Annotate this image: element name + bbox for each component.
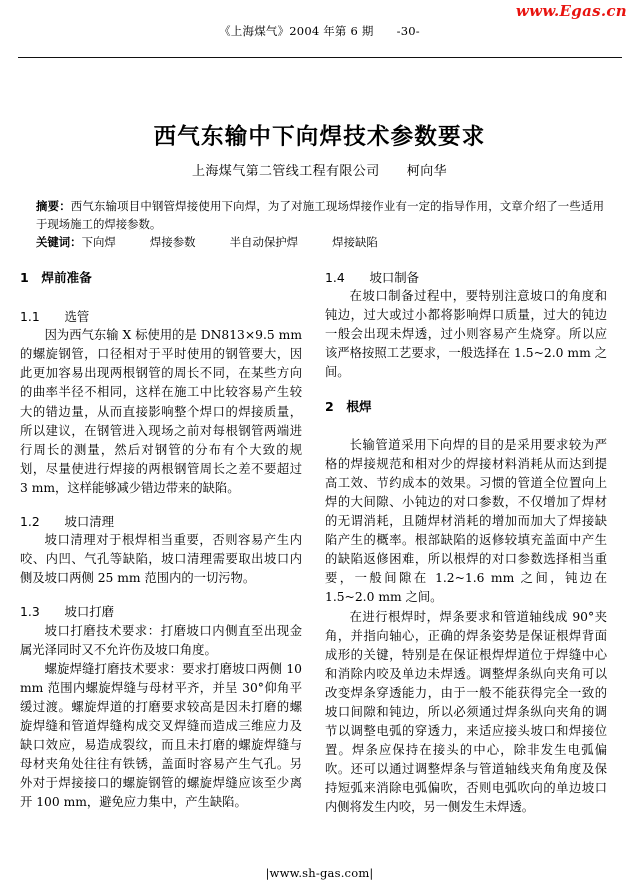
abstract-label: 摘要： — [36, 199, 71, 213]
spacer — [20, 498, 302, 512]
paragraph-2-a: 长输管道采用下向焊的目的是采用要求较为严格的焊接规范和相对少的焊接材料消耗从而达到提高工效、节约成本的效果。习惯的管道全位置向上焊的大间隙、小钝边的对口参数，不仅增加了焊材的无谓消耗，且随焊材消耗的增加而加大了焊接缺陷产生的概率。根部缺陷的返修较填充盖面中产生的缺陷返修困难，所以根焊的对口参数选择相当重要，一般间隙在 1.2~1.6 mm 之间，钝边在 1.5~2.0 mm 之间。 — [325, 437, 607, 605]
spacer — [20, 287, 302, 307]
keywords-text: 下向焊 焊接参数 半自动保护焊 焊接缺陷 — [81, 235, 378, 249]
section-heading-1-1: 1.1 选管 — [20, 309, 90, 325]
keywords-line — [36, 234, 604, 252]
spacer — [325, 383, 607, 397]
site-watermark: www.Egas.cn — [515, 2, 627, 20]
abstract-paragraph — [36, 198, 604, 233]
body-column-right — [325, 268, 607, 818]
keywords-label: 关键词： — [36, 235, 82, 249]
author-affiliation-line: 上海煤气第二管线工程有限公司 柯向华 — [192, 164, 447, 179]
abstract-text: 西气东输项目中钢管焊接使用下向焊，为了对施工现场焊接作业有一定的指导作用，文章介绍了一些适用于现场施工的焊接参数。 — [36, 199, 604, 231]
section-heading-1-2: 1.2 坡口清理 — [20, 514, 115, 530]
paragraph-1-2: 坡口清理对于根焊相当重要，否则容易产生内咬、内凹、气孔等缺陷，坡口清理需要取出坡口内侧及坡口两侧 25 mm 范围内的一切污物。 — [20, 533, 302, 586]
section-heading-1-4: 1.4 坡口制备 — [325, 270, 420, 285]
spacer — [20, 588, 302, 602]
section-heading-2: 2 根焊 — [325, 398, 372, 414]
abstract-block — [36, 198, 604, 252]
footer-url: |www.sh-gas.com| — [265, 866, 374, 880]
article-title: 西气东输中下向焊技术参数要求 — [153, 124, 486, 151]
header-divider — [18, 57, 622, 58]
running-head: 《上海煤气》2004 年第 6 期 -30- — [219, 24, 420, 38]
body-column-left — [20, 268, 302, 812]
paragraph-1-3-b: 螺旋焊缝打磨技术要求：要求打磨坡口两侧 10 mm 范围内螺旋焊缝与母材平齐，并呈 30°仰角平缓过渡。螺旋焊道的打磨要求较高是因未打磨的螺旋焊缝和管道焊缝构成交叉焊缝而造成三维应力及缺口效应，易造成裂纹，而且未打磨的螺旋焊缝与母材夹角处往往有铁锈，盖面时容易产生气孔。另外对于焊接接口的螺旋钢管的螺旋焊缝应该至少离开 100 mm，避免应力集中，产生缺陷。 — [20, 661, 302, 810]
spacer — [325, 416, 607, 436]
section-heading-1: 1 焊前准备 — [20, 270, 92, 285]
section-heading-1-3: 1.3 坡口打磨 — [20, 604, 115, 620]
paragraph-1-1: 因为西气东输 X 标使用的是 DN813×9.5 mm 的螺旋钢管，口径相对于平时使用的钢管要大，因此更加容易出现两根钢管的周长不同，在某些方向的曲率半径不相同，这样在施工中比较容易产生较大的错边量，从而直接影响整个焊口的焊接质量，所以建议，在钢管进入现场之前对每根钢管两端进行周长的测量，然后对钢管的分布有个大致的规划，尽量使进行焊接的两根钢管周长之差不要超过 3 mm，这样能够减少错边带来的缺陷。 — [20, 328, 302, 495]
paragraph-1-4: 在坡口制备过程中，要特别注意坡口的角度和钝边，过大或过小都将影响焊口质量，过大的钝边一般会出现未焊透，过小则容易产生烧穿。所以应该严格按照工艺要求，一般选择在 1.5~2.0 mm 之间。 — [325, 289, 607, 380]
paragraph-1-3-a: 坡口打磨技术要求：打磨坡口内侧直至出现金属光泽同时又不允许伤及坡口角度。 — [20, 623, 302, 657]
paragraph-2-b: 在进行根焊时，焊条要求和管道轴线成 90°夹角，并指向轴心，正确的焊条姿势是保证根焊背面成形的关键，特别是在保证根焊焊道位于焊缝中心和消除内咬及单边未焊透。调整焊条纵向夹角可以改变焊条穿透能力，由于一般不能获得完全一致的坡口间隙和钝边，所以必须通过焊条纵向夹角的调节以调整电弧的穿透力，来适应接头坡口和焊接位置。焊条应保持在接头的中心，除非发生电弧偏吹。还可以通过调整焊条与管道轴线夹角角度及保持短弧来消除电弧偏吹，否则电弧吹向的单边坡口内侧将发生内咬，另一侧发生未焊透。 — [325, 609, 607, 815]
